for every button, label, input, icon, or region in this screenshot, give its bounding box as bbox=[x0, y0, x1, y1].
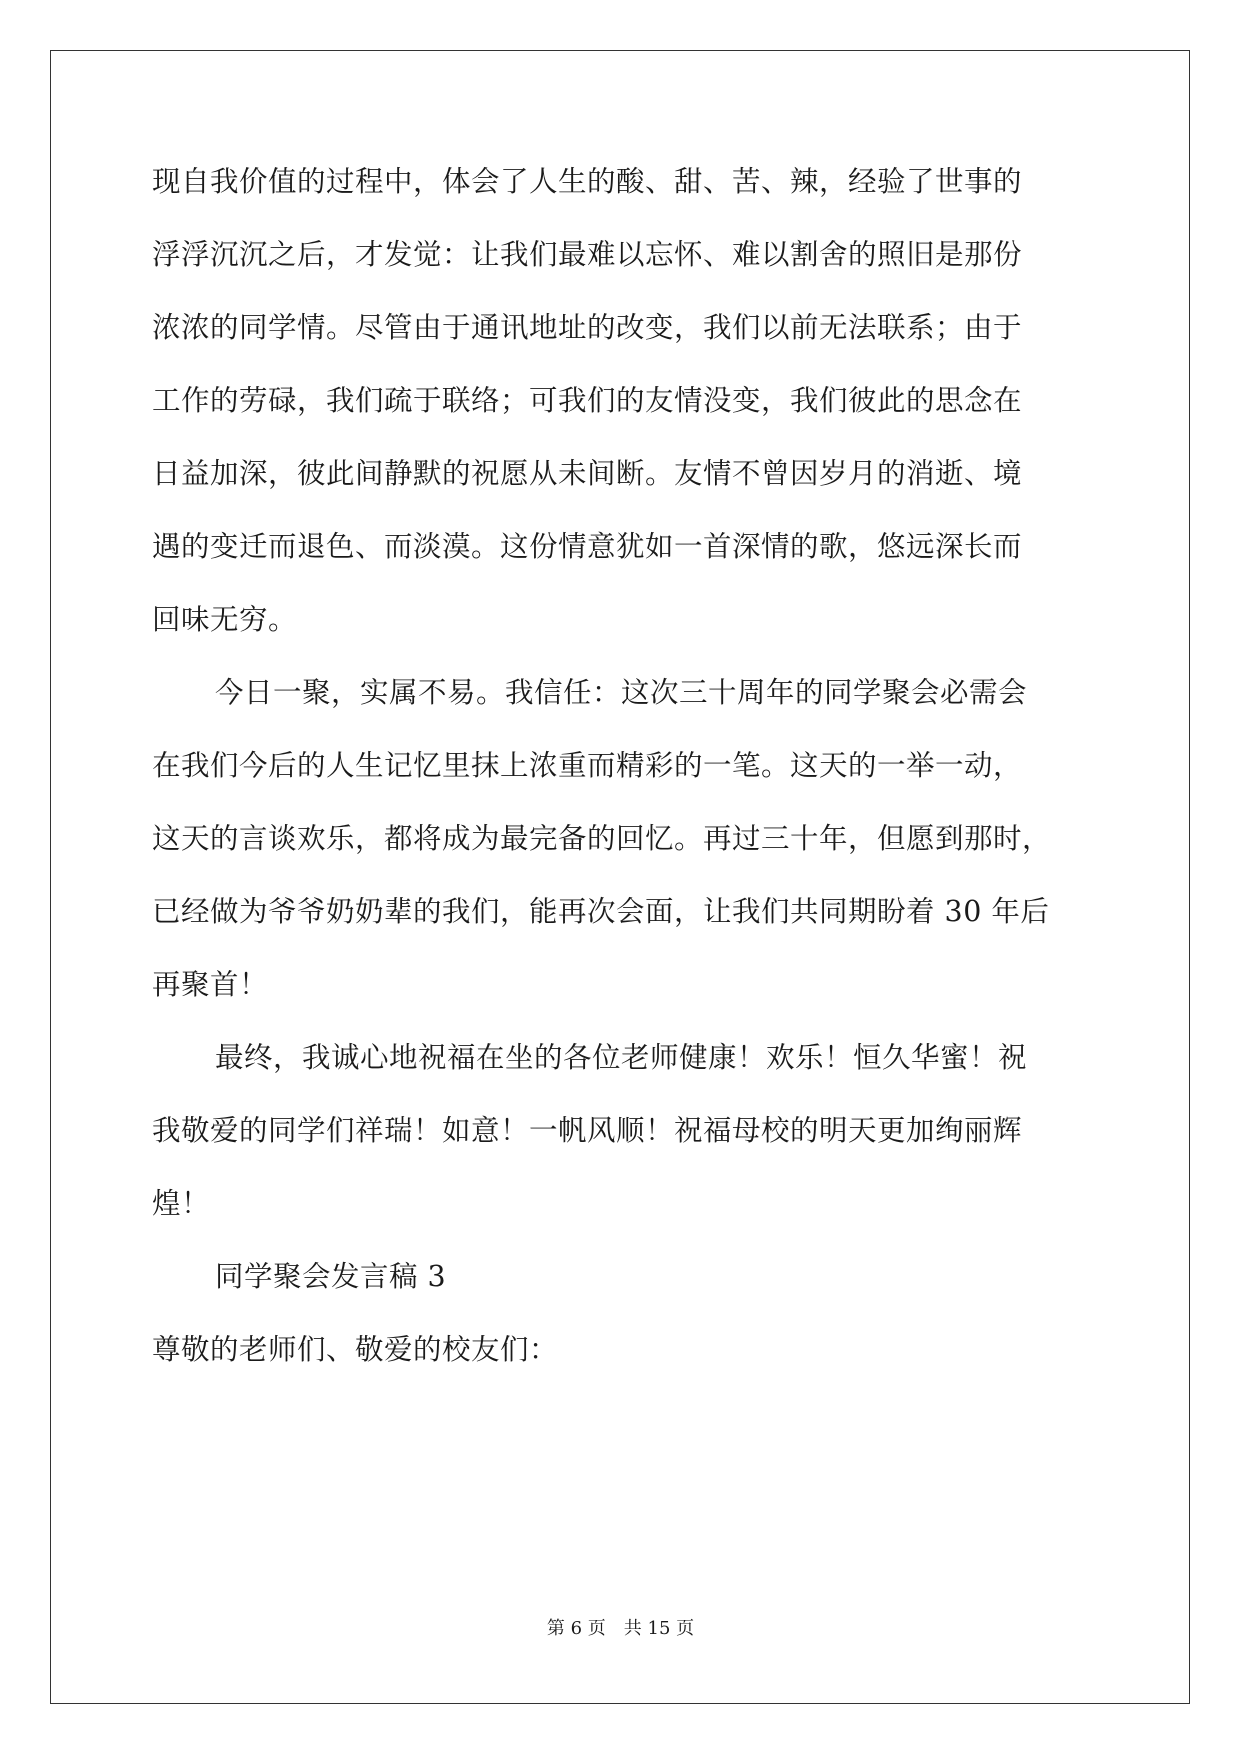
text-line: 现自我价值的过程中，体会了人生的酸、甜、苦、辣，经验了世事的 bbox=[152, 165, 1023, 198]
text-line: 再聚首！ bbox=[152, 968, 269, 1001]
text-line: 我敬爱的同学们祥瑞！如意！一帆风顺！祝福母校的明天更加绚丽辉 bbox=[152, 1114, 1023, 1147]
page-border bbox=[50, 50, 1190, 1704]
page-footer bbox=[0, 1617, 1241, 1641]
text-line: 在我们今后的人生记忆里抹上浓重而精彩的一笔。这天的一举一动， bbox=[152, 749, 1023, 782]
paragraph-start: 最终，我诚心地祝福在坐的各位老师健康！欢乐！恒久华蜜！祝 bbox=[215, 1041, 1028, 1074]
text-line: 这天的言谈欢乐，都将成为最完备的回忆。再过三十年，但愿到那时， bbox=[152, 822, 1052, 855]
text-line: 浮浮沉沉之后，才发觉：让我们最难以忘怀、难以割舍的照旧是那份 bbox=[152, 238, 1023, 271]
salutation: 尊敬的老师们、敬爱的校友们： bbox=[152, 1333, 559, 1366]
page-number: 第 6 页 bbox=[546, 1618, 606, 1639]
paragraph-start: 今日一聚，实属不易。我信任：这次三十周年的同学聚会必需会 bbox=[215, 676, 1028, 709]
text-line: 回味无穷。 bbox=[152, 603, 298, 636]
text-line: 已经做为爷爷奶奶辈的我们，能再次会面，让我们共同期盼着 30 年后 bbox=[152, 895, 1050, 928]
text-line: 煌！ bbox=[152, 1187, 211, 1220]
text-line: 工作的劳碌，我们疏于联络；可我们的友情没变，我们彼此的思念在 bbox=[152, 384, 1023, 417]
text-line: 遇的变迁而退色、而淡漠。这份情意犹如一首深情的歌，悠远深长而 bbox=[152, 530, 1023, 563]
page-total: 共 15 页 bbox=[623, 1618, 695, 1639]
text-line: 日益加深，彼此间静默的祝愿从未间断。友情不曾因岁月的消逝、境 bbox=[152, 457, 1023, 490]
text-line: 浓浓的同学情。尽管由于通讯地址的改变，我们以前无法联系；由于 bbox=[152, 311, 1023, 344]
section-heading: 同学聚会发言稿 3 bbox=[215, 1260, 447, 1293]
